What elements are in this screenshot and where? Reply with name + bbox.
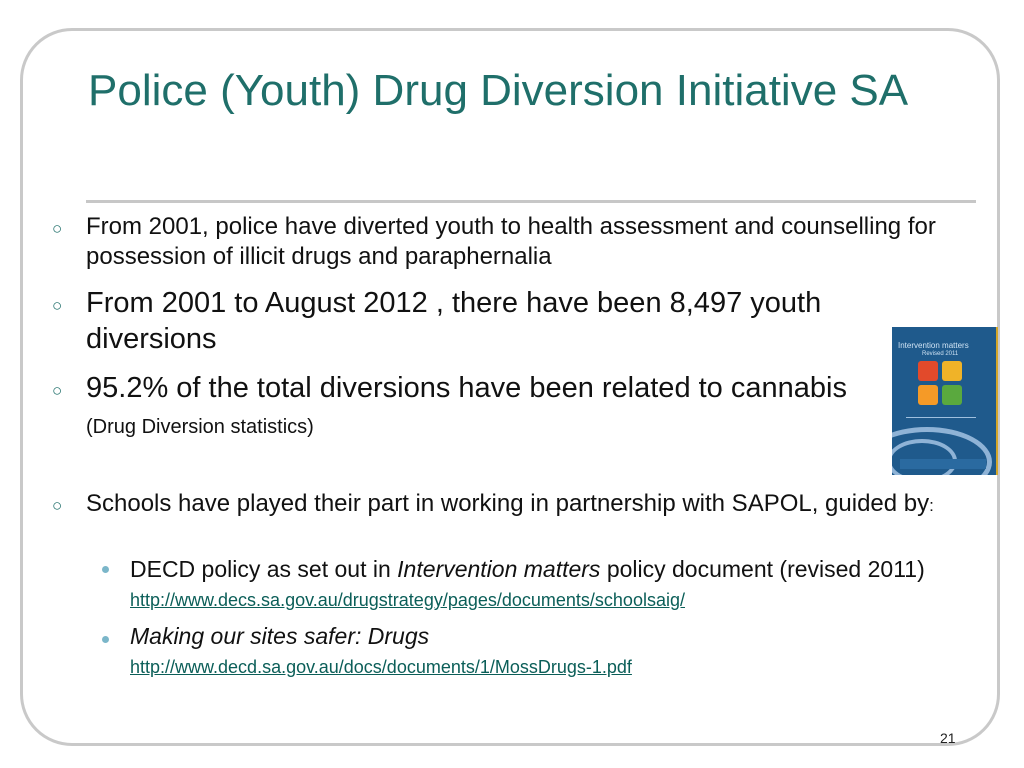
moss-drugs-link[interactable]: http://www.decd.sa.gov.au/docs/documents/1/MossDrugs-1.pdf xyxy=(130,656,632,677)
bullet-1: From 2001, police have diverted youth to health assessment and counselling for possession of illicit drugs and paraphernalia xyxy=(86,213,936,270)
bullet-marker: ○ xyxy=(52,381,63,400)
bullet-marker: ○ xyxy=(52,496,63,515)
bullet-3-text: 95.2% of the total diversions have been related to cannabis xyxy=(86,372,847,404)
schools-aig-link[interactable]: http://www.decs.sa.gov.au/drugstrategy/pages/documents/schoolsaig/ xyxy=(130,589,685,610)
bullet-4-text: Schools have played their part in working in partnership with SAPOL, guided by xyxy=(86,490,930,517)
intervention-matters-cover-image xyxy=(892,327,998,475)
cover-tile-icon xyxy=(942,361,962,381)
cover-text-line xyxy=(906,417,976,418)
sub-bullet-1-italic: Intervention matters xyxy=(397,556,601,582)
cover-icon-grid xyxy=(918,361,962,405)
sub-bullet-1-pre: DECD policy as set out in xyxy=(130,556,398,582)
sub-bullet-1 xyxy=(130,555,960,613)
page-number: 21 xyxy=(940,730,956,746)
bullet-3 xyxy=(86,371,881,443)
bullet-4 xyxy=(86,489,966,519)
cover-tile-icon xyxy=(918,385,938,405)
bullet-2: From 2001 to August 2012 , there have been 8,497 youth diversions xyxy=(86,287,822,355)
bullet-marker: ○ xyxy=(52,296,63,315)
title-divider xyxy=(86,200,976,203)
bullet-4-suffix: : xyxy=(929,496,934,515)
sub-bullet-marker xyxy=(102,636,109,643)
slide-title: Police (Youth) Drug Diversion Initiative SA xyxy=(88,66,909,115)
cover-subtitle: Revised 2011 xyxy=(922,351,959,357)
sub-bullet-marker xyxy=(102,566,109,573)
sub-bullet-2 xyxy=(130,622,960,680)
cover-title: Intervention matters xyxy=(898,341,969,350)
cover-tile-icon xyxy=(918,361,938,381)
bullet-marker: ○ xyxy=(52,219,63,238)
sub-bullet-1-post: policy document (revised 2011) xyxy=(600,556,925,582)
sub-bullet-2-italic: Making our sites safer: Drugs xyxy=(130,623,430,649)
cover-footer xyxy=(900,459,986,469)
cover-tile-icon xyxy=(942,385,962,405)
bullet-3-note: (Drug Diversion statistics) xyxy=(86,415,314,438)
